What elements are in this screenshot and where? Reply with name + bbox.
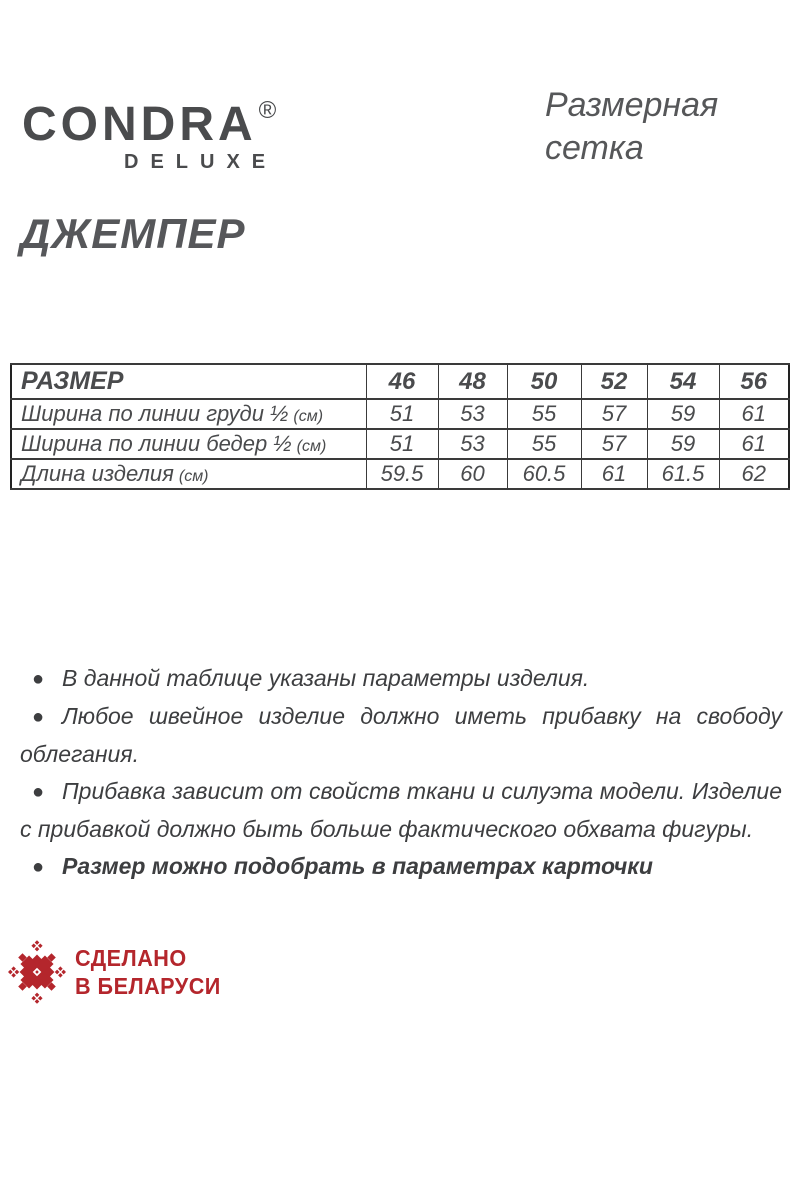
corner-title-line1: Размерная bbox=[545, 86, 719, 124]
size-header-cell: 56 bbox=[719, 364, 789, 399]
note-item bbox=[20, 660, 782, 698]
row-label-cell bbox=[11, 429, 366, 459]
note-item bbox=[20, 698, 782, 773]
brand-logo bbox=[22, 86, 277, 174]
brand-name: CONDRA bbox=[22, 98, 257, 151]
size-header-cell: 48 bbox=[438, 364, 507, 399]
belarus-folk-star-icon bbox=[8, 938, 66, 1006]
value-cell: 61.5 bbox=[647, 459, 719, 489]
row-unit: (см) bbox=[178, 468, 209, 485]
row-label: Длина изделия bbox=[21, 461, 174, 486]
note-text: Любое швейное изделие должно иметь прибавку на свободу облегания. bbox=[20, 703, 782, 767]
row-unit: (см) bbox=[296, 438, 327, 455]
value-cell: 55 bbox=[507, 429, 581, 459]
brand-logo-subtext: DELUXE bbox=[124, 151, 278, 173]
row-label: Ширина по линии груди ½ bbox=[21, 401, 289, 426]
row-label: Ширина по линии бедер ½ bbox=[21, 431, 292, 456]
value-cell: 62 bbox=[719, 459, 789, 489]
corner-title bbox=[545, 84, 718, 170]
value-cell: 61 bbox=[719, 399, 789, 429]
made-in-text bbox=[75, 944, 221, 1000]
value-cell: 57 bbox=[581, 429, 647, 459]
measurement-row-length bbox=[11, 459, 789, 489]
value-cell: 51 bbox=[366, 429, 438, 459]
size-header-cell: 50 bbox=[507, 364, 581, 399]
notes-list bbox=[20, 660, 782, 886]
value-cell: 59 bbox=[647, 399, 719, 429]
product-title: ДЖЕМПЕР bbox=[20, 210, 246, 257]
note-text: Прибавка зависит от свойств ткани и силуэта модели. Изделие с прибавкой должно быть больше фактического обхвата фигуры. bbox=[20, 778, 782, 842]
value-cell: 57 bbox=[581, 399, 647, 429]
size-header-label: РАЗМЕР bbox=[11, 364, 366, 399]
registered-trademark-icon: ® bbox=[258, 97, 277, 124]
value-cell: 59.5 bbox=[366, 459, 438, 489]
note-item bbox=[20, 773, 782, 848]
made-in-line1: СДЕЛАНО bbox=[75, 945, 187, 971]
size-header-cell: 52 bbox=[581, 364, 647, 399]
value-cell: 60.5 bbox=[507, 459, 581, 489]
brand-logo-text bbox=[22, 86, 277, 150]
bullet-icon: ● bbox=[32, 781, 45, 803]
made-in-line2: В БЕЛАРУСИ bbox=[75, 973, 221, 999]
note-text: Размер можно подобрать в параметрах карточки bbox=[62, 853, 653, 879]
size-header-cell: 46 bbox=[366, 364, 438, 399]
made-in-belarus-badge bbox=[8, 938, 230, 1006]
note-item bbox=[20, 848, 782, 886]
value-cell: 51 bbox=[366, 399, 438, 429]
value-cell: 61 bbox=[719, 429, 789, 459]
size-header-cell: 54 bbox=[647, 364, 719, 399]
bullet-icon: ● bbox=[32, 668, 45, 690]
value-cell: 55 bbox=[507, 399, 581, 429]
value-cell: 60 bbox=[438, 459, 507, 489]
measurement-row-hips bbox=[11, 429, 789, 459]
corner-title-line2: сетка bbox=[545, 129, 644, 167]
note-text: В данной таблице указаны параметры изделия. bbox=[62, 665, 590, 691]
bullet-icon: ● bbox=[32, 856, 45, 878]
table-header-row bbox=[11, 364, 789, 399]
measurement-row-chest bbox=[11, 399, 789, 429]
size-table bbox=[10, 363, 790, 490]
value-cell: 59 bbox=[647, 429, 719, 459]
bullet-icon: ● bbox=[32, 706, 45, 728]
row-label-cell bbox=[11, 399, 366, 429]
value-cell: 53 bbox=[438, 399, 507, 429]
row-label-cell bbox=[11, 459, 366, 489]
row-unit: (см) bbox=[293, 408, 324, 425]
value-cell: 61 bbox=[581, 459, 647, 489]
value-cell: 53 bbox=[438, 429, 507, 459]
